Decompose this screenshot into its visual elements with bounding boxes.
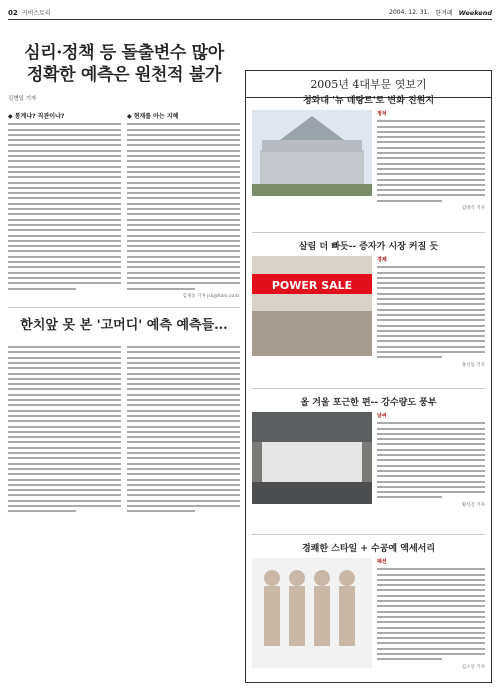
section-name: 커버스토리 — [21, 10, 51, 17]
sidebar-headline: 한치앞 못 본 '고머디' 예측 예측들... — [20, 317, 228, 333]
photo — [252, 412, 372, 508]
headline-line-1: 심리·정책 등 돌출변수 많아 — [24, 43, 224, 63]
article-col-1 — [8, 106, 121, 299]
photo — [252, 558, 372, 672]
feature-credit: 김소연 기자 — [461, 664, 485, 670]
feature-credit: 황석진 기자 — [461, 502, 485, 508]
headline-line-2: 정확한 예측은 원천적 불가 — [26, 65, 222, 85]
article-col-2 — [127, 106, 240, 299]
feature-politics — [252, 93, 485, 233]
feature-weather — [252, 395, 485, 535]
sidebar-col-2 — [127, 343, 240, 516]
feature-credit: 김대식 기자 — [461, 206, 485, 212]
feature-body — [252, 256, 485, 368]
photo — [252, 110, 372, 211]
feature-text — [377, 256, 485, 368]
feature-label: 패션 — [377, 559, 387, 565]
feature-headline: 살림 더 빠듯-- 증자가 시장 커질 듯 — [298, 242, 439, 252]
photo — [252, 256, 372, 368]
feature-text — [377, 412, 485, 508]
feature-economy — [252, 239, 485, 389]
subheading-1: ◆ 통계냐? 직관이냐? — [8, 113, 65, 120]
main-article — [8, 24, 240, 683]
feature-label: 경제 — [377, 257, 387, 263]
article-columns — [8, 106, 240, 299]
text-block — [8, 123, 121, 289]
text-block — [127, 123, 240, 289]
sidebar-columns — [8, 343, 240, 516]
feature-body — [252, 412, 485, 508]
feature-body — [252, 110, 485, 211]
page-number: 02 — [8, 8, 18, 17]
issue-date: 2004. 12. 31. — [389, 9, 430, 16]
feature-body — [252, 558, 485, 672]
feature-label: 날씨 — [377, 413, 387, 419]
feature-headline: 올 겨울 포근한 편-- 강수량도 풍부 — [300, 398, 437, 408]
feature-label: 정치 — [377, 111, 387, 117]
sidebar-box — [8, 307, 240, 516]
feature-fashion — [252, 541, 485, 686]
byline: 김병일 기자 — [8, 96, 37, 102]
page-header — [8, 6, 492, 20]
svg-text:POWER SALE: POWER SALE — [271, 279, 353, 292]
feature-headline: 청와대 '뉴 데탕트'로 변화 진원지 — [302, 96, 435, 106]
paper-name: 한겨레 — [435, 10, 453, 17]
header-right — [389, 8, 492, 17]
feature-headline: 경쾌한 스타일 + 수공예 액세서리 — [301, 544, 436, 554]
right-column-title: 2005년 4대부문 엿보기 — [246, 71, 491, 98]
feature-text — [377, 558, 485, 672]
right-column — [245, 70, 492, 683]
article-credit: 김재승 기자 jsk@hani.co.kr — [182, 293, 240, 299]
sidebar-col-1 — [8, 343, 121, 516]
subheading-2: ◆ 현재를 아는 지혜 — [127, 113, 179, 120]
edition-name: Weekend — [458, 8, 492, 17]
main-headline — [8, 42, 240, 86]
feature-text — [377, 110, 485, 211]
feature-credit: 홍석동 기자 — [461, 362, 485, 368]
